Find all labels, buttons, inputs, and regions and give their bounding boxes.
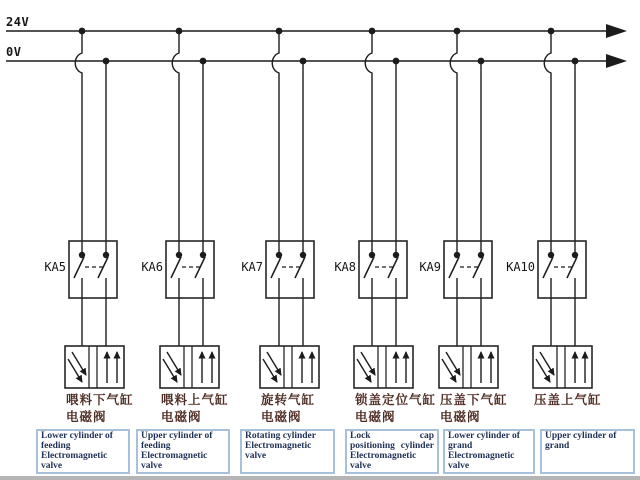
valve-label-english-box: Lock cap positioning cylinder Electromagnetic valve (345, 429, 439, 474)
contact-box (266, 241, 314, 298)
contact-blade (171, 257, 181, 278)
solenoid-valve-symbol (533, 346, 592, 388)
junction-dot-0v (300, 58, 307, 65)
valve-box (160, 346, 219, 388)
rail-arrowhead-24v-icon (606, 24, 627, 38)
power-rails (6, 24, 627, 68)
valve-label-chinese-line: 电磁阀 (440, 409, 481, 424)
junction-dot-24v (79, 28, 86, 35)
contact-blade (449, 257, 459, 278)
branch-KA8 (354, 28, 413, 388)
relay-contact-KA5 (69, 241, 117, 298)
diagonal-arrow-icon (357, 359, 371, 382)
junction-dot-0v (572, 58, 579, 65)
solenoid-valve-symbol (65, 346, 124, 388)
valve-label-chinese (161, 391, 229, 425)
valve-label-chinese (66, 391, 134, 425)
junction-dot-24v (454, 28, 461, 35)
valve-box (439, 346, 498, 388)
diagonal-arrow-icon (361, 352, 375, 375)
valve-label-chinese-line: 喂料上气缸 (161, 392, 229, 407)
solenoid-valve-symbol (160, 346, 219, 388)
valve-label-chinese (534, 391, 602, 408)
contact-blade (364, 257, 374, 278)
junction-dot-24v (176, 28, 183, 35)
junction-dot-24v (548, 28, 555, 35)
valve-box (533, 346, 592, 388)
diagonal-arrow-icon (163, 359, 177, 382)
relay-label-KA7: KA7 (241, 260, 263, 274)
relay-contact-KA7 (266, 241, 314, 298)
valve-label-english-box: Lower cylinder of feeding Electromagnetic valve (36, 429, 130, 474)
relay-contact-KA6 (166, 241, 214, 298)
valve-box (65, 346, 124, 388)
diagonal-arrow-icon (446, 352, 460, 375)
junction-dot-0v (200, 58, 207, 65)
junction-dot-0v (478, 58, 485, 65)
diagonal-arrow-icon (442, 359, 456, 382)
contact-blade (543, 257, 553, 278)
relay-contact-KA9 (444, 241, 492, 298)
diagonal-arrow-icon (72, 352, 86, 375)
rail-label-24v: 24V (6, 15, 30, 29)
relay-label-KA10: KA10 (506, 260, 535, 274)
solenoid-valve-symbol (260, 346, 319, 388)
contact-box (538, 241, 586, 298)
branch-KA5 (65, 28, 124, 388)
diagonal-arrow-icon (68, 359, 82, 382)
diagonal-arrow-icon (540, 352, 554, 375)
contact-box (69, 241, 117, 298)
valve-label-english-box: Upper cylinder of grand (540, 429, 635, 474)
contact-box (166, 241, 214, 298)
contact-blade (74, 257, 84, 278)
valve-label-chinese-line: 电磁阀 (66, 409, 107, 424)
junction-dot-24v (369, 28, 376, 35)
valve-label-chinese-line: 电磁阀 (261, 409, 302, 424)
diagonal-arrow-icon (536, 359, 550, 382)
rail-label-0v: 0V (6, 45, 22, 59)
valve-box (260, 346, 319, 388)
junction-dot-0v (393, 58, 400, 65)
relay-label-KA9: KA9 (419, 260, 441, 274)
relay-contact-KA10 (538, 241, 586, 298)
valve-label-chinese-line: 喂料下气缸 (66, 392, 134, 407)
branch-KA6 (160, 28, 219, 388)
relay-label-KA6: KA6 (141, 260, 163, 274)
contact-box (444, 241, 492, 298)
branch-KA7 (260, 28, 319, 388)
valve-label-chinese-line: 电磁阀 (355, 409, 396, 424)
valve-label-english-box: Lower cylinder of grand Electromagnetic valve (443, 429, 535, 474)
valve-label-english-box: Rotating cylinder Electromagnetic valve (240, 429, 335, 474)
valve-box (354, 346, 413, 388)
contact-blade (271, 257, 281, 278)
valve-label-chinese-line: 旋转气缸 (261, 392, 316, 407)
valve-label-chinese (440, 391, 508, 425)
junction-dot-0v (103, 58, 110, 65)
valve-label-chinese-line: 锁盖定位气缸 (355, 392, 437, 407)
diagonal-arrow-icon (263, 359, 277, 382)
junction-dot-24v (276, 28, 283, 35)
diagonal-arrow-icon (267, 352, 281, 375)
valve-label-chinese-line: 压盖上气缸 (534, 392, 602, 407)
rail-arrowhead-0v-icon (606, 54, 627, 68)
scan-edge-artifact (0, 476, 640, 480)
solenoid-valve-symbol (439, 346, 498, 388)
valve-label-chinese (355, 391, 436, 425)
valve-label-chinese-line: 压盖下气缸 (440, 392, 508, 407)
diagonal-arrow-icon (167, 352, 181, 375)
valve-label-english-box: Upper cylinder of feeding Electromagnetic valve (136, 429, 230, 474)
relay-label-KA8: KA8 (334, 260, 356, 274)
solenoid-valve-symbol (354, 346, 413, 388)
valve-label-chinese (261, 391, 315, 425)
branch-KA9 (439, 28, 498, 388)
relay-label-KA5: KA5 (44, 260, 66, 274)
valve-label-chinese-line: 电磁阀 (161, 409, 202, 424)
branch-KA10 (533, 28, 592, 388)
